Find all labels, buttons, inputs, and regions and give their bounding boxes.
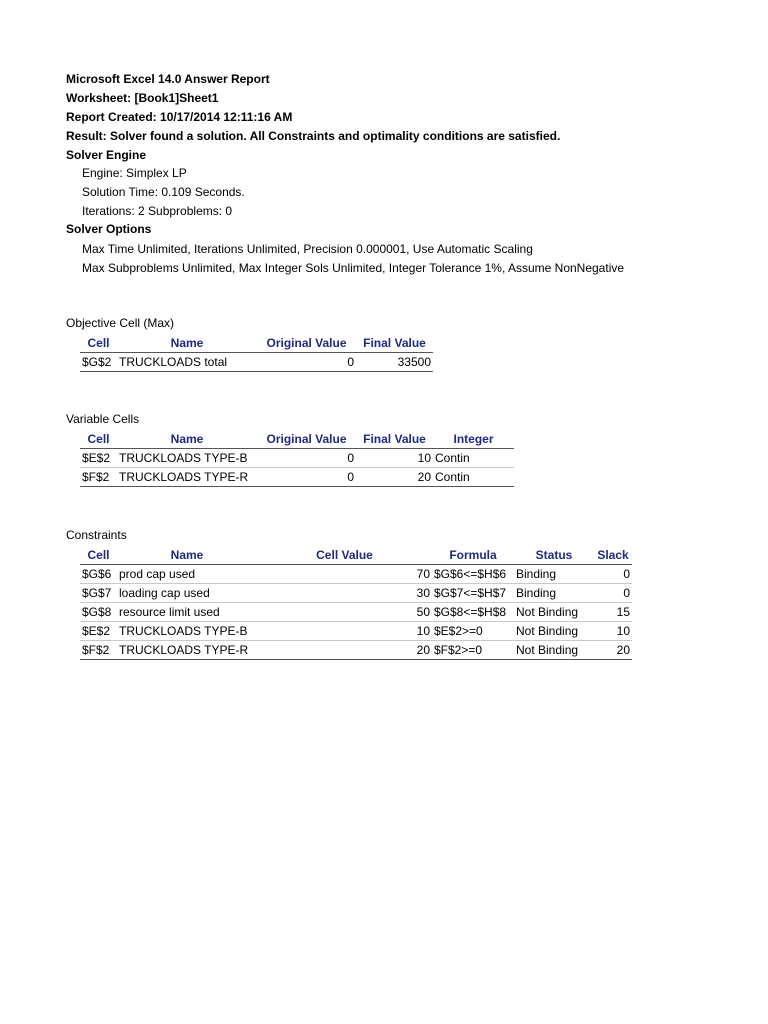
constraints-section-title: Constraints (66, 528, 127, 542)
status: Binding (514, 584, 594, 603)
col-header: Final Value (356, 429, 433, 449)
cell-ref: $F$2 (80, 641, 117, 660)
status: Not Binding (514, 622, 594, 641)
col-header: Final Value (356, 333, 433, 353)
col-header: Status (514, 545, 594, 565)
cell-name: TRUCKLOADS TYPE-R (117, 641, 257, 660)
worksheet-line: Worksheet: [Book1]Sheet1 (66, 91, 219, 105)
col-header: Original Value (257, 333, 356, 353)
cell-name: prod cap used (117, 565, 257, 584)
cell-name: TRUCKLOADS total (117, 353, 257, 372)
table-row (80, 449, 514, 468)
slack: 20 (594, 641, 632, 660)
status: Not Binding (514, 641, 594, 660)
cell-ref: $F$2 (80, 468, 117, 487)
col-header: Cell (80, 333, 117, 353)
table-row (80, 584, 632, 603)
table-header-row (80, 429, 514, 449)
col-header: Name (117, 545, 257, 565)
status: Not Binding (514, 603, 594, 622)
report-title: Microsoft Excel 14.0 Answer Report (66, 72, 270, 86)
table-row (80, 641, 632, 660)
cell-value: 70 (257, 565, 432, 584)
solver-engine-heading: Solver Engine (66, 148, 147, 162)
original-value: 0 (257, 468, 356, 487)
table-row (80, 353, 433, 372)
final-value: 20 (356, 468, 433, 487)
col-header: Cell (80, 429, 117, 449)
table-row (80, 565, 632, 584)
formula: $G$6<=$H$6 (432, 565, 514, 584)
integer-type: Contin (433, 468, 514, 487)
result-line: Result: Solver found a solution. All Constraints and optimality conditions are satisfied. (66, 129, 561, 143)
report-created-line: Report Created: 10/17/2014 12:11:16 AM (66, 110, 293, 124)
objective-table (80, 333, 433, 372)
iterations-line: Iterations: 2 Subproblems: 0 (82, 204, 233, 218)
cell-name: TRUCKLOADS TYPE-B (117, 622, 257, 641)
constraints-table (80, 545, 632, 660)
cell-value: 10 (257, 622, 432, 641)
table-header-row (80, 545, 632, 565)
col-header: Slack (594, 545, 632, 565)
cell-ref: $E$2 (80, 449, 117, 468)
solution-time-line: Solution Time: 0.109 Seconds. (82, 185, 245, 199)
cell-ref: $G$2 (80, 353, 117, 372)
variables-table (80, 429, 514, 487)
col-header: Cell Value (257, 545, 432, 565)
col-header: Integer (433, 429, 514, 449)
cell-value: 30 (257, 584, 432, 603)
cell-ref: $G$6 (80, 565, 117, 584)
options-line-2: Max Subproblems Unlimited, Max Integer Sols Unlimited, Integer Tolerance 1%, Assume NonNegative (82, 261, 625, 275)
table-row (80, 468, 514, 487)
table-row (80, 622, 632, 641)
cell-name: TRUCKLOADS TYPE-R (117, 468, 257, 487)
original-value: 0 (257, 353, 356, 372)
formula: $G$7<=$H$7 (432, 584, 514, 603)
objective-section-title: Objective Cell (Max) (66, 316, 175, 330)
cell-name: TRUCKLOADS TYPE-B (117, 449, 257, 468)
col-header: Cell (80, 545, 117, 565)
slack: 0 (594, 584, 632, 603)
cell-value: 50 (257, 603, 432, 622)
slack: 10 (594, 622, 632, 641)
cell-ref: $E$2 (80, 622, 117, 641)
cell-name: resource limit used (117, 603, 257, 622)
original-value: 0 (257, 449, 356, 468)
options-line-1: Max Time Unlimited, Iterations Unlimited, Precision 0.000001, Use Automatic Scaling (82, 242, 533, 256)
engine-line: Engine: Simplex LP (82, 166, 187, 180)
formula: $G$8<=$H$8 (432, 603, 514, 622)
variables-section-title: Variable Cells (66, 412, 140, 426)
cell-ref: $G$7 (80, 584, 117, 603)
slack: 15 (594, 603, 632, 622)
slack: 0 (594, 565, 632, 584)
table-row (80, 603, 632, 622)
cell-value: 20 (257, 641, 432, 660)
formula: $F$2>=0 (432, 641, 514, 660)
status: Binding (514, 565, 594, 584)
table-header-row (80, 333, 433, 353)
col-header: Name (117, 333, 257, 353)
final-value: 10 (356, 449, 433, 468)
cell-name: loading cap used (117, 584, 257, 603)
integer-type: Contin (433, 449, 514, 468)
col-header: Original Value (257, 429, 356, 449)
solver-options-heading: Solver Options (66, 222, 152, 236)
col-header: Name (117, 429, 257, 449)
formula: $E$2>=0 (432, 622, 514, 641)
cell-ref: $G$8 (80, 603, 117, 622)
col-header: Formula (432, 545, 514, 565)
final-value: 33500 (356, 353, 433, 372)
